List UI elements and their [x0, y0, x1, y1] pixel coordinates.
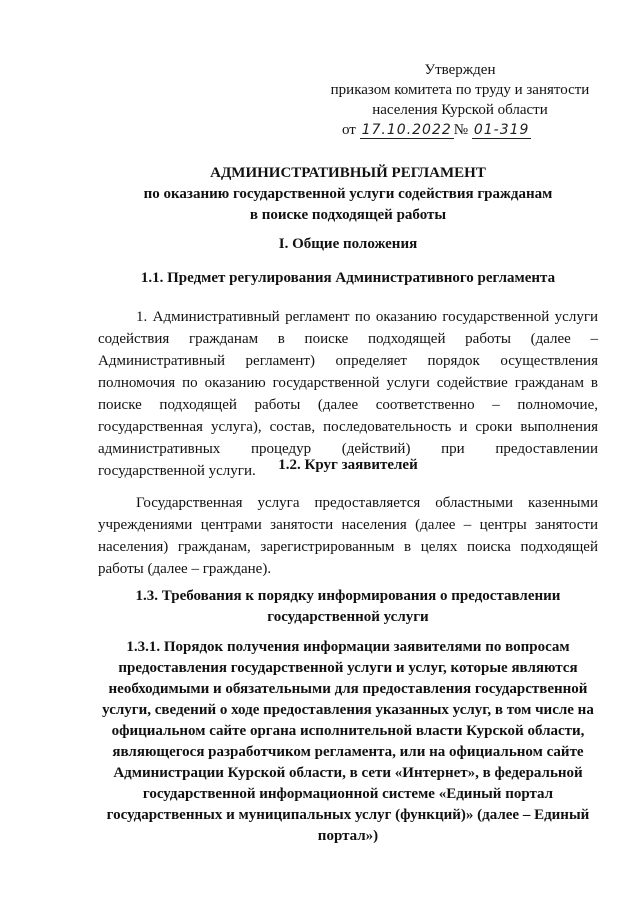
subsection-1-3-1-heading: 1.3.1. Порядок получения информации заявителями по вопросам предоставления государственной услуги и услуг, которые являются необходимыми и обязательными для предоставления государственной услуги, сведений о ходе предоставления указанных услуг, в том числе на официальном сайте органа исполнительной власти Курской области, являющегося разработчиком регламента, или на официальном сайте Администрации Курской области, в сети «Интернет», в федеральной государственной информационной системе «Единый портал государственных и муниципальных услуг (функций)» (далее – Единый портал»): [102, 639, 594, 844]
handwritten-number: 01-319: [473, 122, 530, 138]
approval-line-2: приказом комитета по труду и занятости: [330, 82, 590, 98]
handwritten-date: 17.10.2022: [361, 122, 452, 138]
subsection-1-2-text: Государственная услуга предоставляется областными казенными учреждениями центрами занятости населения (далее – центры занятости населения) гражданам, зарегистрированным в целях поиска подходящей работы (далее – граждане).: [98, 495, 598, 577]
subsection-1-1-heading: 1.1. Предмет регулирования Административного регламента: [140, 270, 556, 286]
section-heading: I. Общие положения: [278, 236, 418, 252]
document-title: [98, 163, 598, 226]
title-sub-1: по оказанию государственной услуги содействия гражданам: [143, 186, 553, 202]
title-main: АДМИНИСТРАТИВНЫЙ РЕГЛАМЕНТ: [210, 165, 486, 181]
approval-line-1: Утвержден: [424, 62, 496, 78]
subsection-1-3-heading: [98, 586, 598, 628]
subsection-1-3-heading-line-1: 1.3. Требования к порядку информирования о предоставлении: [135, 588, 561, 604]
title-sub-2: в поиске подходящей работы: [249, 207, 447, 223]
subsection-1-3-heading-line-2: государственной услуги: [267, 609, 429, 625]
approval-prefix: от: [342, 122, 356, 138]
approval-date-number: [310, 120, 610, 140]
approval-line-3: населения Курской области: [372, 102, 548, 118]
subsection-1-2-heading: 1.2. Круг заявителей: [278, 457, 418, 473]
approval-block: [310, 60, 610, 140]
subsection-1-1-text: 1. Административный регламент по оказанию государственной услуги содействия гражданам в поиске подходящей работы (далее – Административный регламент) определяет порядок осуществления полномочия по оказанию государственной услуги содействие гражданам в поиске подходящей работы (далее соответственно – полномочие, государственная услуга), состав, последовательность и сроки выполнения административных процедур (действий) при предоставлении государственной услуги.: [98, 309, 598, 479]
number-sign: №: [453, 122, 469, 138]
